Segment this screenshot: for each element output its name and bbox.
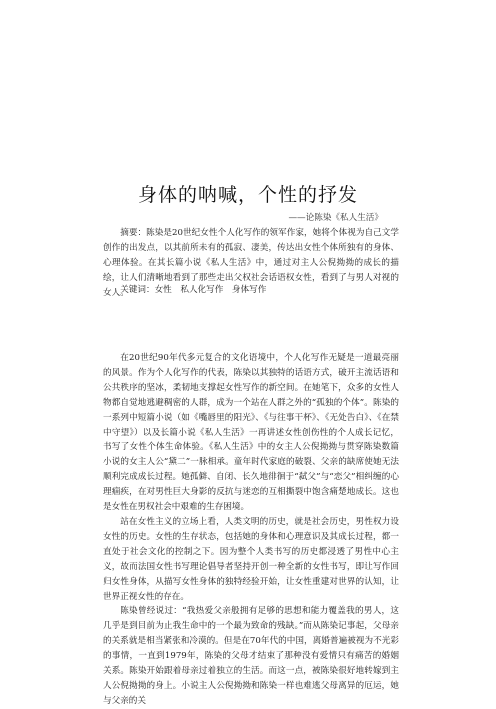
document-subtitle: ——论陈染《私人生活》: [288, 213, 383, 223]
document-title: 身体的呐喊，个性的抒发: [137, 184, 358, 206]
body-paragraph: 陈染曾经说过：“我热爱父亲般拥有足够的思想和能力覆盖我的男人，这几乎是到目前为止我生命中的一个最为致命的残缺。”而从陈染记事起，父母亲的关系就是相当紧张和冷漠的。但是在70年代的中国，离婚普遍被视为不光彩的事情，一直到1979年，陈染的父母才结束了那种没有爱情只有痛苦的婚姻关系。陈染开始跟着母亲过着独立的生活。而这一点，被陈染很好地转嫁到主人公倪拗拗的身上。小说主人公倪拗拗和陈染一样也难逃父母离异的厄运，她与父亲的关: [103, 606, 399, 706]
body-text: [103, 351, 399, 709]
abstract-paragraph: 摘要：陈染是20世纪女性个人化写作的领军作家，她将个体视为自己文学创作的出发点，以其前所未有的孤寂、凄美，传达出女性个体所独有的身体、心理体验。在其长篇小说《私人生活》中，通过对主人公倪拗拗的成长的描绘，让人们清晰地看到了那些走出父权社会话语权女性，看到了与男人对视的女人。: [103, 228, 399, 298]
keywords-line: 关键词：女性 私人化写作 身体写作: [120, 285, 267, 295]
body-paragraph: 在20世纪90年代多元复合的文化语境中，个人化写作无疑是一道最亮丽的风景。作为个人化写作的代表，陈染以其独特的话语方式，破开主流话语和公共秩序的坚冰，柔韧地支撑起女性写作的新空间。在她笔下，众多的女性人物都自觉地逃避稠密的人群，成为一个站在人群之外的“孤独的个体”。陈染的一系列中短篇小说（如《嘴唇里的阳光》、《与往事干杯》、《无处告白》、《在禁中守望》）以及长篇小说《私人生活》一再讲述女性创伤性的个人成长记忆，书写了女性个体生命体验。《私人生活》中的女主人公倪拗拗与贯穿陈染数篇小说的女主人公“黛二”一脉相承。童年时代家庭的破裂、父亲的缺席使她无法顺利完成成长过程。她孤僻、自闭、长久地徘徊于“弑父”与“恋父”相纠缠的心理痼疾，在对男性巨大身影的反抗与迷恋的互相撕裂中饱含痛楚地成长。这也是女性在男权社会中艰难的生存困境。: [103, 353, 399, 513]
body-paragraph: 站在女性主义的立场上看，人类文明的历史，就是社会历史，男性权力设女性的历史。女性的生存状态，包括她的身体和心理意识及其成长过程，都一直处于社会文化的控制之下。因为整个人类书写的历史都浸透了男性中心主义，故而法国女性书写理论倡导者坚持开创一种全新的女性书写，即让写作回归女性身体，从描写女性身体的独特经验开始，让女性重建对世界的认知，让世界正视女性的存在。: [103, 516, 399, 602]
